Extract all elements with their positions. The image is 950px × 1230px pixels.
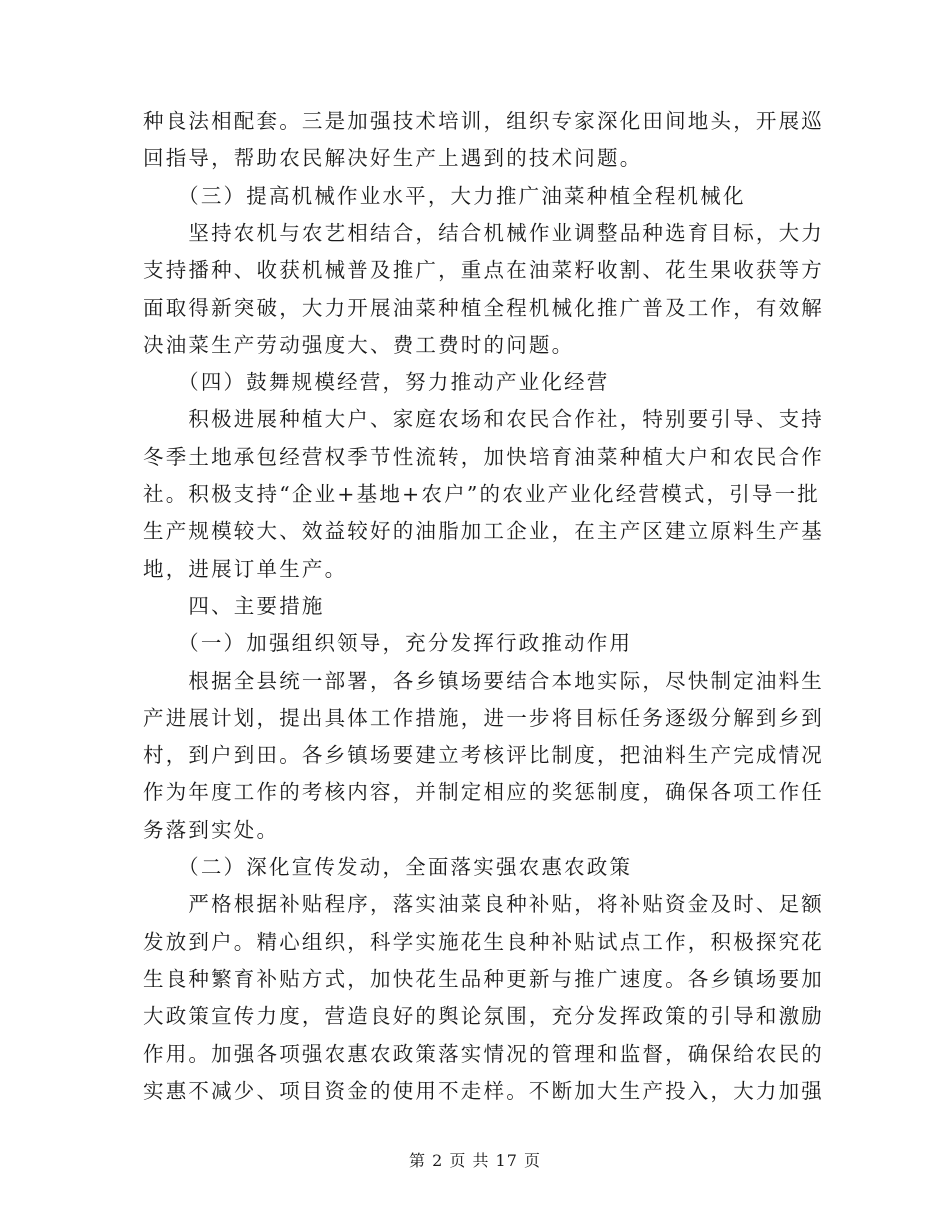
page-footer: 第 2 页 共 17 页 — [409, 1151, 541, 1170]
text-line: （二）深化宣传发动，全面落实强农惠农政策 — [143, 855, 633, 879]
text-line: 社。积极支持“企业+基地+农户”的农业产业化经营模式，引导一批 — [143, 482, 821, 506]
text-line: 村，到户到田。各乡镇场要建立考核评比制度，把油料生产完成情况 — [143, 743, 824, 768]
text-line: 根据全县统一部署，各乡镇场要结合本地实际，尽快制定油料生 — [143, 668, 824, 693]
text-line: 产进展计划，提出具体工作措施，进一步将目标任务逐级分解到乡到 — [143, 705, 824, 730]
text-line: 作为年度工作的考核内容，并制定相应的奖惩制度，确保各项工作任 — [143, 780, 824, 805]
text-line: 积极进展种植大户、家庭农场和农民合作社，特别要引导、支持 — [143, 407, 824, 432]
text-line: 种良法相配套。三是加强技术培训，组织专家深化田间地头，开展巡 — [143, 109, 824, 133]
text-line: 地，进展订单生产。 — [143, 556, 348, 581]
text-line: 四、主要措施 — [143, 593, 325, 618]
text-line: 决油菜生产劳动强度大、费工费时的问题。 — [143, 332, 575, 357]
text-line: （一）加强组织领导，充分发挥行政推动作用 — [143, 631, 633, 656]
text-line: 实惠不减少、项目资金的使用不走样。不断加大生产投入，大力加强 — [143, 1078, 824, 1103]
text-line: 作用。加强各项强农惠农政策落实情况的管理和监督，确保给农民的 — [143, 1041, 824, 1066]
text-line: 回指导，帮助农民解决好生产上遇到的技术问题。 — [143, 146, 643, 171]
text-line: 严格根据补贴程序，落实油菜良种补贴，将补贴资金及时、足额 — [143, 892, 824, 917]
text-line: 大政策宣传力度，营造良好的舆论氛围，充分发挥政策的引导和激励 — [143, 1004, 824, 1029]
text-line: （四）鼓舞规模经营，努力推动产业化经营 — [143, 370, 610, 395]
text-line: 生产规模较大、效益较好的油脂加工企业，在主产区建立原料生产基 — [143, 519, 824, 544]
text-line: 面取得新突破，大力开展油菜种植全程机械化推广普及工作，有效解 — [143, 295, 824, 320]
text-line: 生良种繁育补贴方式，加快花生品种更新与推广速度。各乡镇场要加 — [143, 966, 824, 991]
text-line: （三）提高机械作业水平，大力推广油菜种植全程机械化 — [143, 183, 746, 208]
text-line: 支持播种、收获机械普及推广，重点在油菜籽收割、花生果收获等方 — [143, 258, 824, 283]
text-line: 务落到实处。 — [143, 817, 280, 842]
text-line: 发放到户。精心组织，科学实施花生良种补贴试点工作，积极探究花 — [143, 929, 824, 954]
text-line: 坚持农机与农艺相结合，结合机械作业调整品种选育目标，大力 — [143, 220, 824, 245]
text-line: 冬季土地承包经营权季节性流转，加快培育油菜种植大户和农民合作 — [143, 444, 824, 469]
